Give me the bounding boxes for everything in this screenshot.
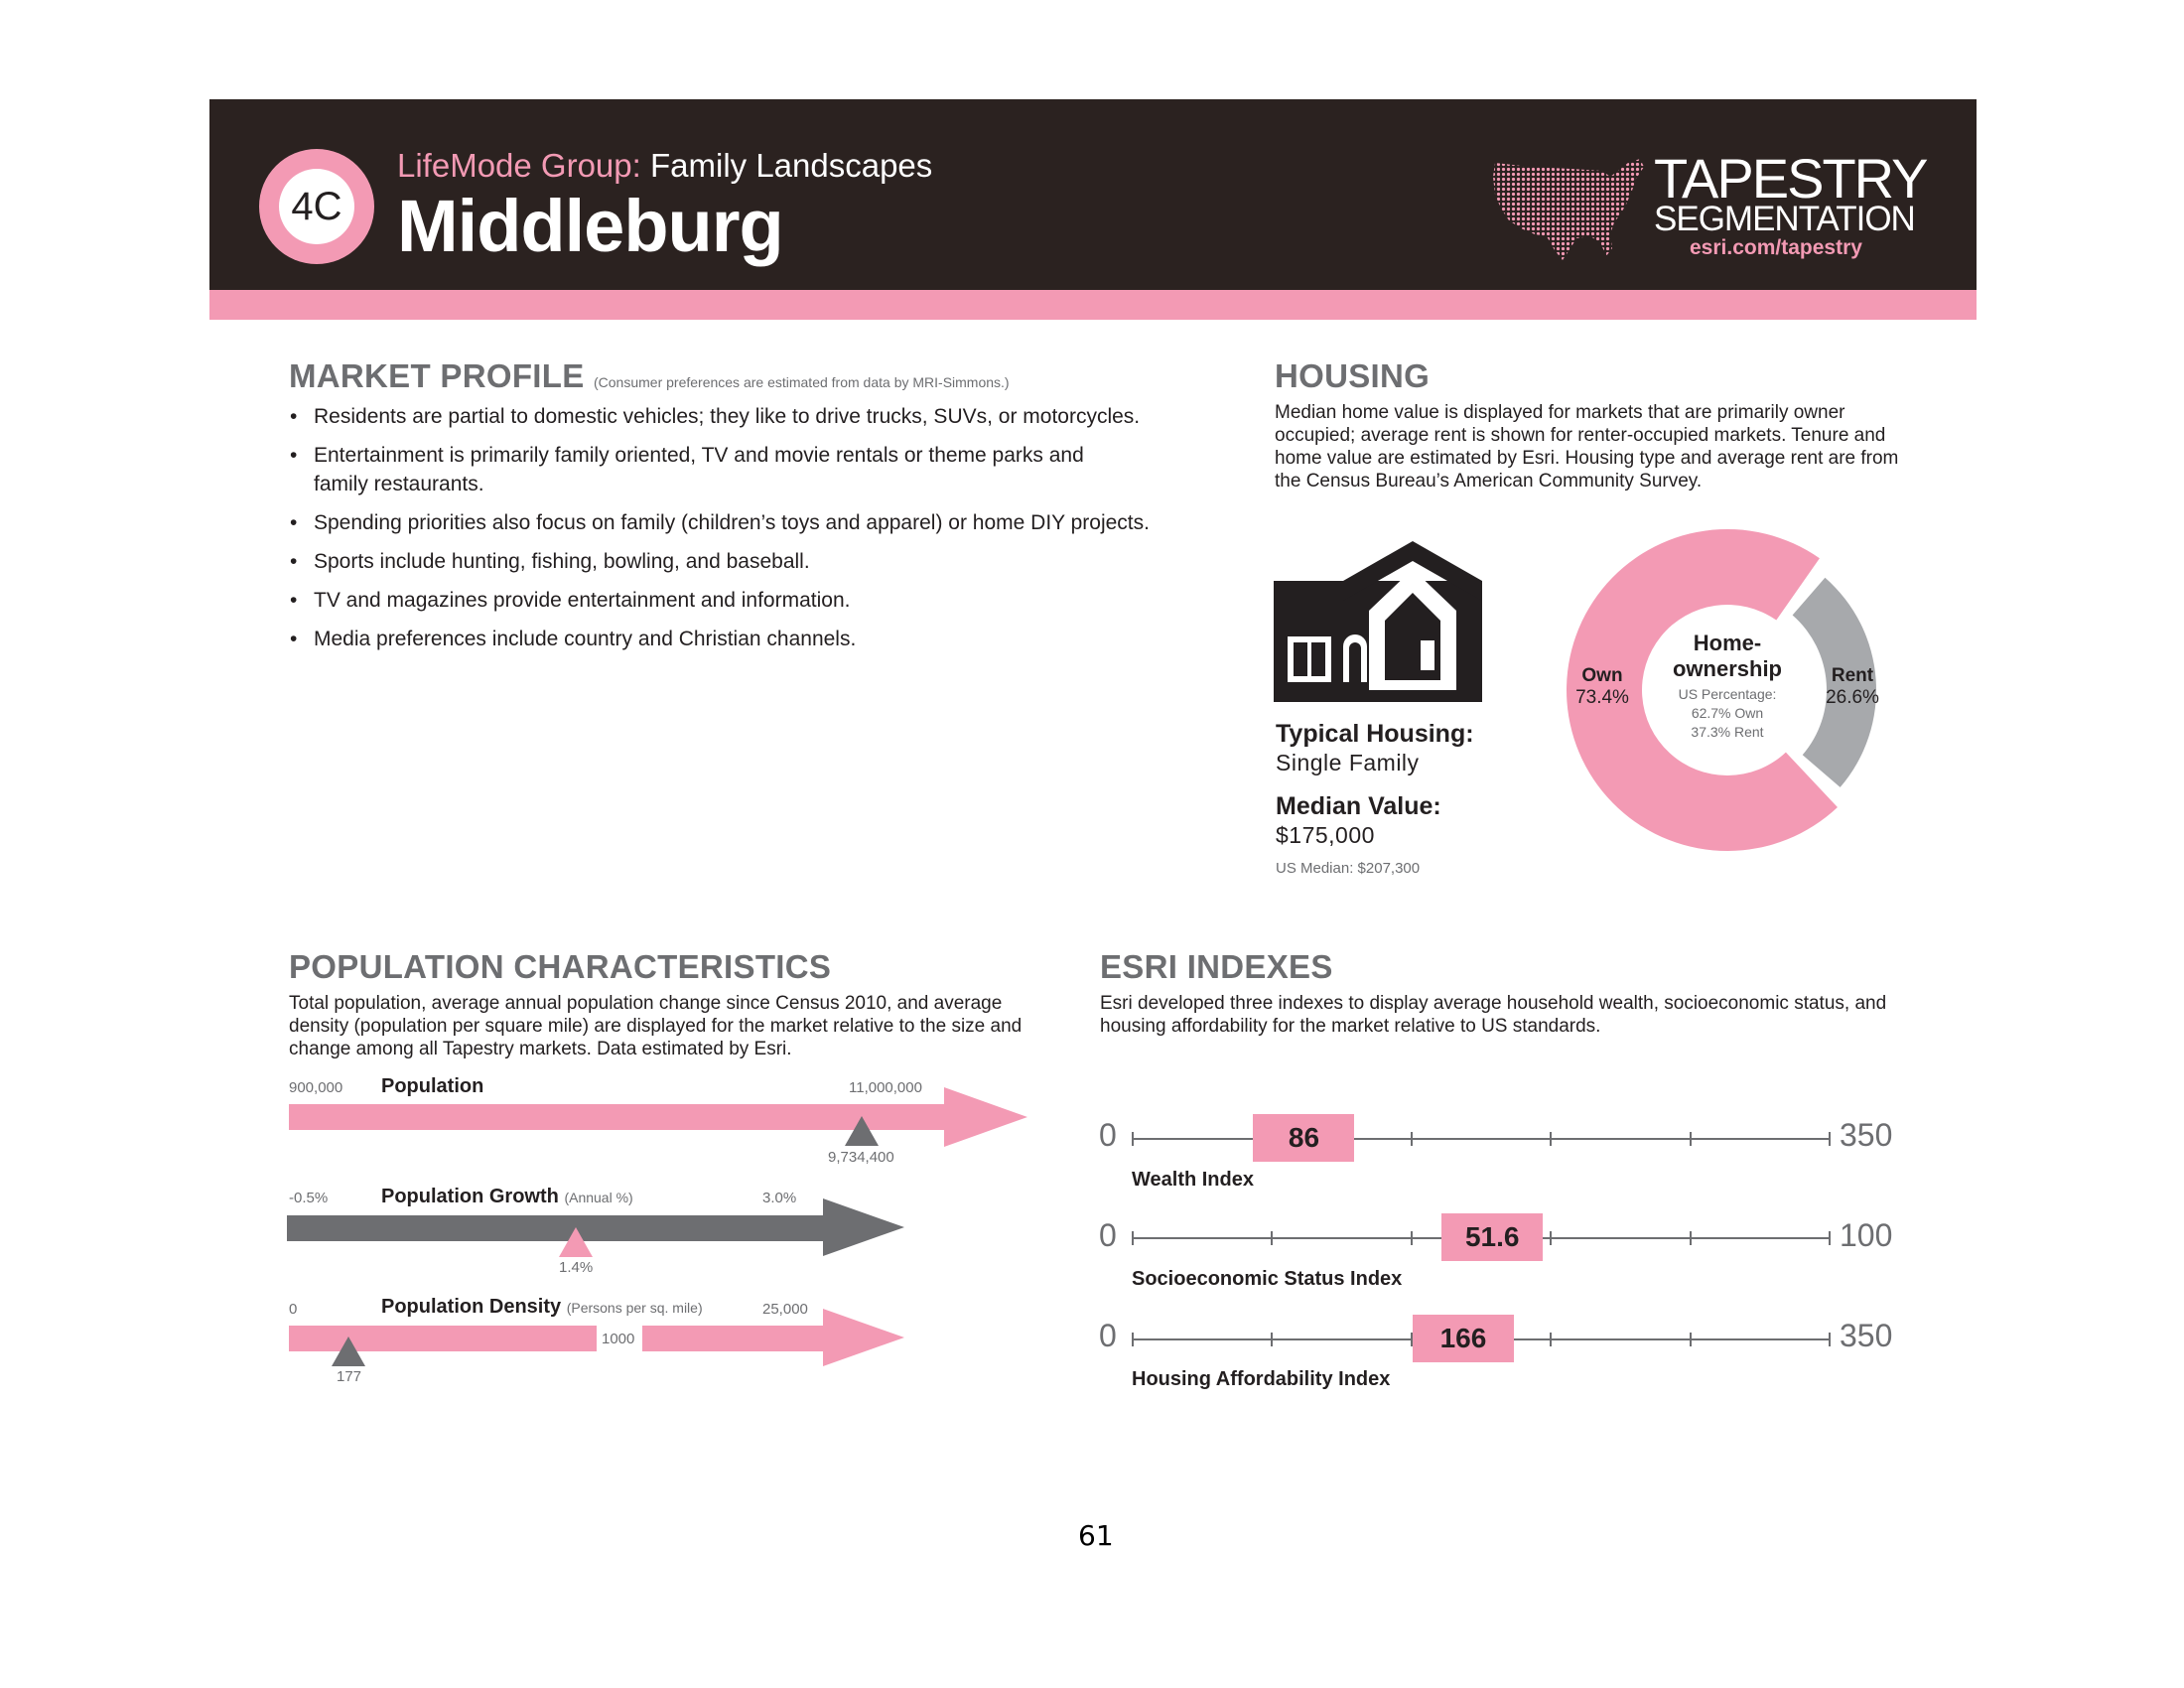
brand-subtitle: SEGMENTATION [1654, 200, 1915, 238]
us-rent: 37.3% Rent [1691, 724, 1764, 740]
density-max: 25,000 [762, 1301, 808, 1318]
rent-label: Rent [1831, 665, 1874, 686]
list-item: • Residents are partial to domestic vehicles; they like to drive trucks, SUVs, or motorcycles. [288, 402, 1221, 431]
population-label: Population [381, 1075, 484, 1097]
house-icon [1274, 541, 1482, 702]
list-item: • Spending priorities also focus on family (children’s toys and apparel) or home DIY projects. [288, 508, 1221, 537]
growth-arrow-bar [287, 1198, 904, 1256]
population-value: 9,734,400 [828, 1149, 894, 1166]
growth-unit: (Annual %) [564, 1190, 633, 1205]
segment-code: 4C [279, 169, 354, 244]
homeownership-title-line1: Home- [1693, 631, 1762, 655]
us-own: 62.7% Own [1691, 705, 1764, 721]
us-percentage [1628, 685, 1827, 742]
density-arrow-bar [289, 1309, 904, 1366]
density-axis-break: 1000 [602, 1331, 635, 1347]
us-map-logo-icon [1491, 157, 1646, 264]
median-value: $175,000 [1276, 822, 1375, 848]
lifemode-group [397, 147, 932, 185]
index-max: 350 [1840, 1318, 1893, 1353]
population-description: Total population, average annual population change since Census 2010, and average density (population per square mile) are displayed for the market relative to the size and change among all Tapestry markets. Data estimated by Esri. [289, 993, 1023, 1059]
typical-housing-label: Typical Housing: [1276, 720, 1474, 748]
own-label-group [1563, 665, 1642, 709]
population-marker [845, 1116, 879, 1146]
growth-marker [559, 1227, 593, 1257]
population-max: 11,000,000 [849, 1079, 922, 1096]
lifemode-prefix: LifeMode Group: [397, 147, 641, 184]
segment-name: Middleburg [397, 185, 783, 267]
own-percentage: 73.4% [1575, 687, 1629, 708]
housing-heading: HOUSING [1275, 357, 1431, 394]
index-axis-line [1133, 1138, 1830, 1140]
list-item: • Media preferences include country and Christian channels. [288, 625, 1221, 653]
population-arrow-bar [289, 1087, 1027, 1147]
index-value-box: 51.6 [1441, 1213, 1543, 1261]
density-marker [332, 1336, 365, 1366]
lifemode-name: Family Landscapes [649, 147, 933, 184]
growth-max: 3.0% [762, 1190, 797, 1206]
index-name: Wealth Index [1132, 1169, 1254, 1191]
rent-label-group [1813, 665, 1892, 709]
market-profile-title: MARKET PROFILE [289, 357, 585, 394]
index-name: Housing Affordability Index [1132, 1368, 1391, 1390]
brand-title: TAPESTRY [1654, 147, 1927, 210]
growth-min: -0.5% [289, 1190, 329, 1206]
market-profile-heading [289, 357, 1010, 395]
index-max: 350 [1840, 1117, 1893, 1153]
page-number: 61 [1078, 1519, 1114, 1552]
density-min: 0 [289, 1301, 298, 1318]
index-min: 0 [1099, 1318, 1117, 1353]
brand-url: esri.com/tapestry [1690, 236, 1862, 259]
median-value-label: Median Value: [1276, 792, 1441, 820]
own-label: Own [1581, 665, 1623, 686]
index-value-box: 166 [1413, 1315, 1514, 1362]
esri-indexes-heading: ESRI INDEXES [1100, 948, 1333, 985]
market-profile-list [288, 402, 1221, 663]
homeownership-title-line2: ownership [1672, 656, 1782, 681]
header-accent-bar [209, 290, 1977, 320]
index-max: 100 [1840, 1217, 1893, 1253]
index-name: Socioeconomic Status Index [1132, 1268, 1403, 1290]
index-value-box: 86 [1253, 1114, 1354, 1162]
typical-housing-value: Single Family [1276, 750, 1420, 775]
growth-value: 1.4% [559, 1259, 594, 1276]
population-min: 900,000 [289, 1079, 343, 1096]
rent-percentage: 26.6% [1826, 687, 1879, 708]
index-min: 0 [1099, 1117, 1117, 1153]
list-item: • TV and magazines provide entertainment and information. [288, 586, 1221, 615]
us-percentage-label: US Percentage: [1678, 686, 1777, 702]
list-item: • Entertainment is primarily family oriented, TV and movie rentals or theme parks and family restaurants. [288, 441, 1108, 498]
population-heading: POPULATION CHARACTERISTICS [289, 948, 832, 985]
us-median: US Median: $207,300 [1276, 860, 1421, 877]
list-item: • Sports include hunting, fishing, bowling, and baseball. [288, 547, 1221, 576]
market-profile-note: (Consumer preferences are estimated from data by MRI-Simmons.) [594, 374, 1010, 390]
density-value: 177 [337, 1368, 362, 1385]
esri-indexes-description: Esri developed three indexes to display average household wealth, socioeconomic status, and housing affordability for the market relative to US standards. [1100, 993, 1887, 1037]
housing-description: Median home value is displayed for markets that are primarily owner occupied; average rent is shown for renter-occupied markets. Tenure and home value are estimated by Esri. Housing type and average rent are from the Census Bureau’s American Community Survey. [1275, 402, 1899, 492]
density-label: Population Density [381, 1296, 562, 1318]
growth-label: Population Growth [381, 1186, 559, 1207]
index-min: 0 [1099, 1217, 1117, 1253]
density-unit: (Persons per sq. mile) [566, 1300, 703, 1316]
homeownership-title [1628, 631, 1827, 682]
